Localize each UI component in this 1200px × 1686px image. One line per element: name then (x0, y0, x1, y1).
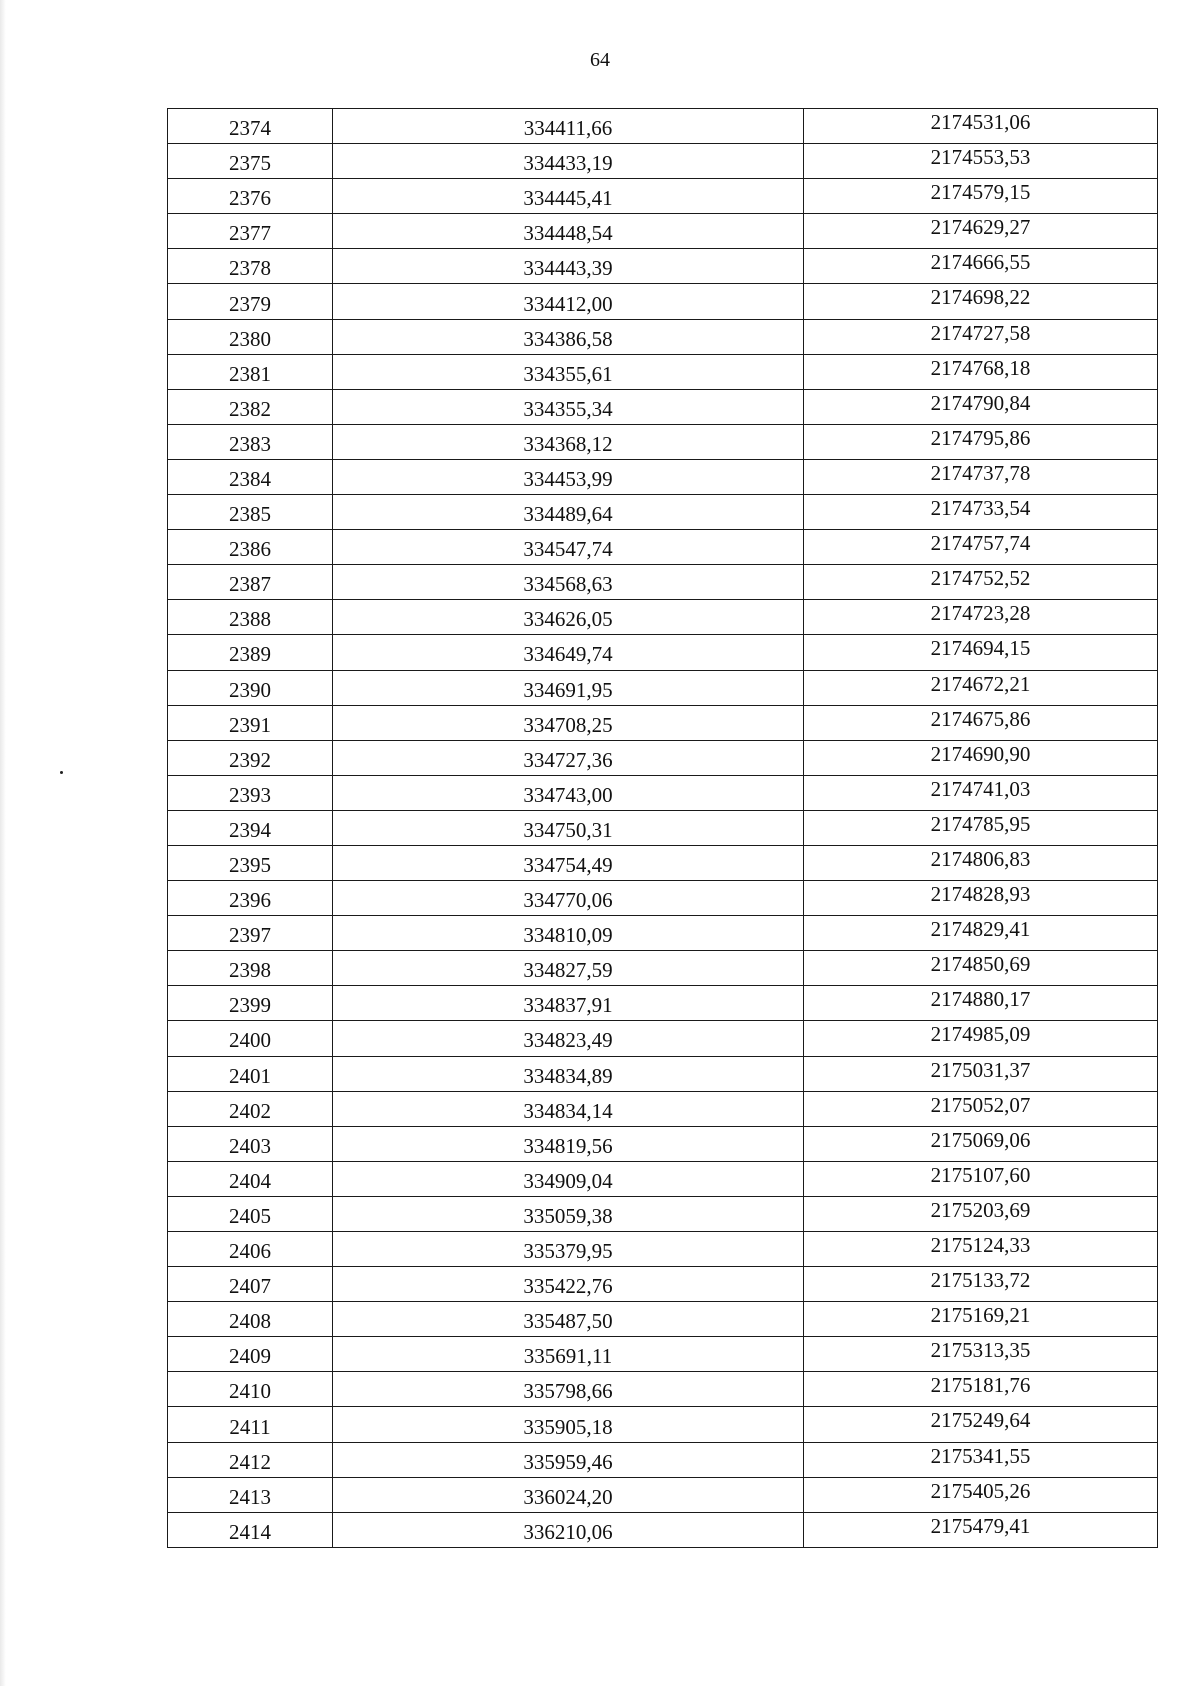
x-coordinate-cell: 334810,09 (333, 916, 804, 951)
x-coordinate-cell: 334445,41 (333, 179, 804, 214)
table-row (168, 389, 1158, 424)
y-coordinate-cell: 2175169,21 (804, 1302, 1158, 1337)
page-number: 64 (590, 49, 610, 71)
y-coordinate-cell: 2175052,07 (804, 1091, 1158, 1126)
y-coordinate-cell: 2174531,06 (804, 109, 1158, 144)
table-row (168, 1056, 1158, 1091)
y-coordinate-cell: 2175069,06 (804, 1126, 1158, 1161)
x-coordinate-cell: 335379,95 (333, 1232, 804, 1267)
y-coordinate-cell: 2174757,74 (804, 530, 1158, 565)
point-number-cell: 2376 (168, 179, 333, 214)
point-number-cell: 2406 (168, 1232, 333, 1267)
table-row (168, 1407, 1158, 1442)
x-coordinate-cell: 334649,74 (333, 635, 804, 670)
x-coordinate-cell: 334708,25 (333, 705, 804, 740)
table-row (168, 284, 1158, 319)
table-row (168, 1091, 1158, 1126)
scan-edge-shadow (0, 0, 6, 1686)
table-row (168, 1232, 1158, 1267)
y-coordinate-cell: 2174723,28 (804, 600, 1158, 635)
x-coordinate-cell: 334909,04 (333, 1161, 804, 1196)
point-number-cell: 2412 (168, 1442, 333, 1477)
y-coordinate-cell: 2175341,55 (804, 1442, 1158, 1477)
y-coordinate-cell: 2174675,86 (804, 705, 1158, 740)
table-row (168, 845, 1158, 880)
point-number-cell: 2386 (168, 530, 333, 565)
table-row (168, 530, 1158, 565)
y-coordinate-cell: 2174553,53 (804, 144, 1158, 179)
y-coordinate-cell: 2174752,52 (804, 565, 1158, 600)
y-coordinate-cell: 2174727,58 (804, 319, 1158, 354)
table-row (168, 986, 1158, 1021)
x-coordinate-cell: 334770,06 (333, 881, 804, 916)
x-coordinate-cell: 335487,50 (333, 1302, 804, 1337)
x-coordinate-cell: 334754,49 (333, 845, 804, 880)
point-number-cell: 2383 (168, 424, 333, 459)
y-coordinate-cell: 2175107,60 (804, 1161, 1158, 1196)
y-coordinate-cell: 2175124,33 (804, 1232, 1158, 1267)
x-coordinate-cell: 334355,61 (333, 354, 804, 389)
x-coordinate-cell: 334827,59 (333, 951, 804, 986)
point-number-cell: 2395 (168, 845, 333, 880)
y-coordinate-cell: 2174690,90 (804, 740, 1158, 775)
point-number-cell: 2403 (168, 1126, 333, 1161)
point-number-cell: 2408 (168, 1302, 333, 1337)
x-coordinate-cell: 335959,46 (333, 1442, 804, 1477)
x-coordinate-cell: 334750,31 (333, 810, 804, 845)
table-row (168, 1267, 1158, 1302)
y-coordinate-cell: 2174629,27 (804, 214, 1158, 249)
point-number-cell: 2385 (168, 495, 333, 530)
y-coordinate-cell: 2174666,55 (804, 249, 1158, 284)
x-coordinate-cell: 334547,74 (333, 530, 804, 565)
table-row (168, 916, 1158, 951)
point-number-cell: 2397 (168, 916, 333, 951)
point-number-cell: 2411 (168, 1407, 333, 1442)
point-number-cell: 2401 (168, 1056, 333, 1091)
y-coordinate-cell: 2174806,83 (804, 845, 1158, 880)
x-coordinate-cell: 334743,00 (333, 775, 804, 810)
table-row (168, 249, 1158, 284)
point-number-cell: 2375 (168, 144, 333, 179)
y-coordinate-cell: 2175203,69 (804, 1196, 1158, 1231)
table-row (168, 881, 1158, 916)
table-row (168, 179, 1158, 214)
point-number-cell: 2399 (168, 986, 333, 1021)
stray-dot-mark (60, 771, 63, 774)
y-coordinate-cell: 2174828,93 (804, 881, 1158, 916)
x-coordinate-cell: 334837,91 (333, 986, 804, 1021)
x-coordinate-cell: 334433,19 (333, 144, 804, 179)
x-coordinate-cell: 335691,11 (333, 1337, 804, 1372)
y-coordinate-cell: 2174880,17 (804, 986, 1158, 1021)
point-number-cell: 2392 (168, 740, 333, 775)
table-row (168, 1161, 1158, 1196)
x-coordinate-cell: 335059,38 (333, 1196, 804, 1231)
table-row (168, 319, 1158, 354)
point-number-cell: 2405 (168, 1196, 333, 1231)
y-coordinate-cell: 2175405,26 (804, 1477, 1158, 1512)
y-coordinate-cell: 2175181,76 (804, 1372, 1158, 1407)
table-row (168, 670, 1158, 705)
x-coordinate-cell: 334834,14 (333, 1091, 804, 1126)
coordinates-table-body (168, 109, 1158, 1548)
table-row (168, 1372, 1158, 1407)
table-row (168, 740, 1158, 775)
point-number-cell: 2377 (168, 214, 333, 249)
y-coordinate-cell: 2174579,15 (804, 179, 1158, 214)
y-coordinate-cell: 2174795,86 (804, 424, 1158, 459)
table-row (168, 1337, 1158, 1372)
point-number-cell: 2374 (168, 109, 333, 144)
x-coordinate-cell: 334834,89 (333, 1056, 804, 1091)
y-coordinate-cell: 2174790,84 (804, 389, 1158, 424)
y-coordinate-cell: 2175313,35 (804, 1337, 1158, 1372)
x-coordinate-cell: 335798,66 (333, 1372, 804, 1407)
y-coordinate-cell: 2174733,54 (804, 495, 1158, 530)
table-row (168, 1196, 1158, 1231)
y-coordinate-cell: 2174694,15 (804, 635, 1158, 670)
table-row (168, 705, 1158, 740)
point-number-cell: 2410 (168, 1372, 333, 1407)
y-coordinate-cell: 2174829,41 (804, 916, 1158, 951)
point-number-cell: 2400 (168, 1021, 333, 1056)
table-row (168, 1126, 1158, 1161)
x-coordinate-cell: 336024,20 (333, 1477, 804, 1512)
x-coordinate-cell: 335422,76 (333, 1267, 804, 1302)
point-number-cell: 2389 (168, 635, 333, 670)
y-coordinate-cell: 2174768,18 (804, 354, 1158, 389)
x-coordinate-cell: 334448,54 (333, 214, 804, 249)
x-coordinate-cell: 334412,00 (333, 284, 804, 319)
x-coordinate-cell: 334355,34 (333, 389, 804, 424)
table-row (168, 459, 1158, 494)
point-number-cell: 2390 (168, 670, 333, 705)
table-row (168, 1477, 1158, 1512)
table-row (168, 600, 1158, 635)
y-coordinate-cell: 2174785,95 (804, 810, 1158, 845)
y-coordinate-cell: 2174741,03 (804, 775, 1158, 810)
table-row (168, 1442, 1158, 1477)
point-number-cell: 2393 (168, 775, 333, 810)
y-coordinate-cell: 2175031,37 (804, 1056, 1158, 1091)
table-row (168, 214, 1158, 249)
point-number-cell: 2402 (168, 1091, 333, 1126)
x-coordinate-cell: 334819,56 (333, 1126, 804, 1161)
table-row (168, 1021, 1158, 1056)
y-coordinate-cell: 2174850,69 (804, 951, 1158, 986)
point-number-cell: 2379 (168, 284, 333, 319)
x-coordinate-cell: 334823,49 (333, 1021, 804, 1056)
x-coordinate-cell: 334568,63 (333, 565, 804, 600)
y-coordinate-cell: 2174737,78 (804, 459, 1158, 494)
x-coordinate-cell: 334443,39 (333, 249, 804, 284)
table-row (168, 1302, 1158, 1337)
x-coordinate-cell: 334727,36 (333, 740, 804, 775)
point-number-cell: 2398 (168, 951, 333, 986)
point-number-cell: 2388 (168, 600, 333, 635)
x-coordinate-cell: 334691,95 (333, 670, 804, 705)
table-row (168, 565, 1158, 600)
x-coordinate-cell: 334489,64 (333, 495, 804, 530)
table-row (168, 775, 1158, 810)
point-number-cell: 2414 (168, 1512, 333, 1547)
point-number-cell: 2396 (168, 881, 333, 916)
y-coordinate-cell: 2174985,09 (804, 1021, 1158, 1056)
y-coordinate-cell: 2175479,41 (804, 1512, 1158, 1547)
point-number-cell: 2413 (168, 1477, 333, 1512)
point-number-cell: 2409 (168, 1337, 333, 1372)
table-row (168, 810, 1158, 845)
point-number-cell: 2381 (168, 354, 333, 389)
x-coordinate-cell: 334453,99 (333, 459, 804, 494)
y-coordinate-cell: 2175133,72 (804, 1267, 1158, 1302)
x-coordinate-cell: 334411,66 (333, 109, 804, 144)
table-row (168, 951, 1158, 986)
point-number-cell: 2378 (168, 249, 333, 284)
point-number-cell: 2380 (168, 319, 333, 354)
point-number-cell: 2384 (168, 459, 333, 494)
x-coordinate-cell: 336210,06 (333, 1512, 804, 1547)
table-row (168, 635, 1158, 670)
table-row (168, 495, 1158, 530)
point-number-cell: 2394 (168, 810, 333, 845)
table-row (168, 109, 1158, 144)
point-number-cell: 2407 (168, 1267, 333, 1302)
point-number-cell: 2382 (168, 389, 333, 424)
table-row (168, 1512, 1158, 1547)
x-coordinate-cell: 335905,18 (333, 1407, 804, 1442)
x-coordinate-cell: 334368,12 (333, 424, 804, 459)
y-coordinate-cell: 2174672,21 (804, 670, 1158, 705)
table-row (168, 424, 1158, 459)
point-number-cell: 2387 (168, 565, 333, 600)
point-number-cell: 2391 (168, 705, 333, 740)
coordinates-table (167, 108, 1158, 1548)
table-row (168, 354, 1158, 389)
y-coordinate-cell: 2174698,22 (804, 284, 1158, 319)
x-coordinate-cell: 334626,05 (333, 600, 804, 635)
table-row (168, 144, 1158, 179)
point-number-cell: 2404 (168, 1161, 333, 1196)
x-coordinate-cell: 334386,58 (333, 319, 804, 354)
y-coordinate-cell: 2175249,64 (804, 1407, 1158, 1442)
